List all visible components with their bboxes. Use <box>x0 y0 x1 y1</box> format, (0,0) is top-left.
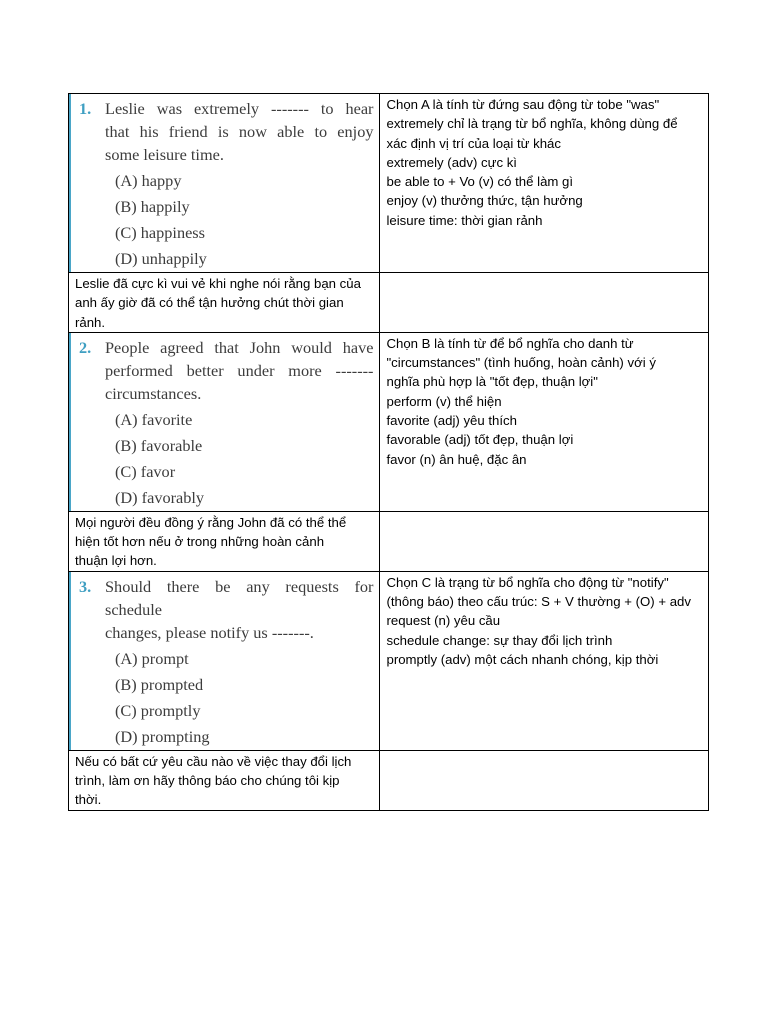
question-cell-1 <box>69 94 380 273</box>
translation-line: rảnh. <box>75 314 106 330</box>
question-cell-2 <box>69 332 380 511</box>
answer-option-b: (B) prompted <box>115 674 204 694</box>
exercise-table <box>68 93 709 811</box>
empty-cell <box>380 273 709 333</box>
explanation-line: favorable (adj) tốt đẹp, thuận lợi <box>386 432 574 448</box>
explanation-line: "circumstances" (tình huống, hoàn cảnh) với ý <box>386 355 656 371</box>
question-stem-line: circumstances. <box>105 383 202 403</box>
translation-row-3 <box>69 750 709 810</box>
explanation-cell-2 <box>380 332 709 511</box>
explanation-line: xác định vị trí của loại từ khác <box>386 135 561 151</box>
answer-option-a: (A) happy <box>115 171 182 190</box>
explanation-line: promptly (adv) một cách nhanh chóng, kịp thời <box>386 651 659 667</box>
answer-option-a: (A) prompt <box>115 648 189 668</box>
empty-cell <box>380 750 709 810</box>
translation-line: Mọi người đều đồng ý rằng John đã có thể thể <box>75 514 347 530</box>
explanation-line: request (n) yêu cầu <box>386 613 501 629</box>
explanation-line: perform (v) thể hiện <box>386 393 502 409</box>
question-margin-bar <box>69 94 71 272</box>
translation-line: hiện tốt hơn nếu ở trong những hoàn cảnh <box>75 534 325 550</box>
question-stem-line: some leisure time. <box>105 145 224 164</box>
explanation-line: nghĩa phù hợp là "tốt đẹp, thuận lợi" <box>386 374 598 390</box>
answer-option-c: (C) favor <box>115 461 176 481</box>
explanation-line: (thông báo) theo cấu trúc: S + V thường + (O) + adv <box>386 594 691 610</box>
answer-option-b: (B) favorable <box>115 435 203 455</box>
translation-line: anh ấy giờ đã có thể tận hưởng chút thời gian <box>75 295 344 311</box>
question-margin-bar <box>69 333 71 511</box>
translation-cell-1 <box>69 273 380 333</box>
explanation-line: extremely chỉ là trạng từ bổ nghĩa, không dùng để <box>386 116 678 132</box>
explanation-line: favor (n) ân huệ, đặc ân <box>386 451 527 467</box>
answer-option-d: (D) favorably <box>115 487 205 507</box>
answer-option-c: (C) happiness <box>115 223 205 242</box>
explanation-line: leisure time: thời gian rảnh <box>386 212 543 228</box>
question-number: 1. <box>79 99 92 118</box>
explanation-line: be able to + Vo (v) có thể làm gì <box>386 174 574 190</box>
question-stem-line: Should there be any requests for schedule <box>105 576 374 619</box>
question-row-3 <box>69 571 709 750</box>
translation-cell-3 <box>69 750 380 810</box>
question-margin-bar <box>69 572 71 750</box>
translation-line: trình, làm ơn hãy thông báo cho chúng tôi kịp <box>75 773 340 789</box>
question-cell-3 <box>69 571 380 750</box>
question-row-1 <box>69 94 709 273</box>
question-stem-line: performed better under more ------- <box>105 360 374 380</box>
answer-option-d: (D) prompting <box>115 726 210 746</box>
explanation-line: Chọn A là tính từ đứng sau động từ tobe "was" <box>386 97 660 112</box>
explanation-line: favorite (adj) yêu thích <box>386 413 517 429</box>
question-number: 3. <box>79 576 92 596</box>
question-row-2 <box>69 332 709 511</box>
question-number: 2. <box>79 337 92 357</box>
translation-line: thời. <box>75 792 102 808</box>
empty-cell <box>380 511 709 571</box>
translation-cell-2 <box>69 511 380 571</box>
answer-option-d: (D) unhappily <box>115 249 207 268</box>
translation-row-2 <box>69 511 709 571</box>
explanation-line: schedule change: sự thay đổi lịch trình <box>386 632 613 648</box>
question-stem-line: People agreed that John would have <box>105 337 374 357</box>
explanation-line: Chọn B là tính từ để bổ nghĩa cho danh từ <box>386 335 634 351</box>
answer-option-b: (B) happily <box>115 197 190 216</box>
translation-line: thuận lợi hơn. <box>75 553 157 569</box>
explanation-line: enjoy (v) thưởng thức, tận hưởng <box>386 193 583 209</box>
question-stem-line: changes, please notify us -------. <box>105 622 314 642</box>
question-stem-line: that his friend is now able to enjoy <box>105 122 374 141</box>
answer-option-c: (C) promptly <box>115 700 201 720</box>
explanation-line: Chọn C là trạng từ bổ nghĩa cho động từ "notify" <box>386 574 669 590</box>
explanation-cell-3 <box>380 571 709 750</box>
explanation-cell-1 <box>380 94 709 273</box>
question-stem-line: Leslie was extremely ------- to hear <box>105 99 374 118</box>
translation-row-1 <box>69 273 709 333</box>
translation-line: Nếu có bất cứ yêu cầu nào về việc thay đổi lịch <box>75 753 352 769</box>
translation-line: Leslie đã cực kì vui vẻ khi nghe nói rằng bạn của <box>75 276 361 291</box>
answer-option-a: (A) favorite <box>115 409 193 429</box>
explanation-line: extremely (adv) cực kì <box>386 154 517 170</box>
